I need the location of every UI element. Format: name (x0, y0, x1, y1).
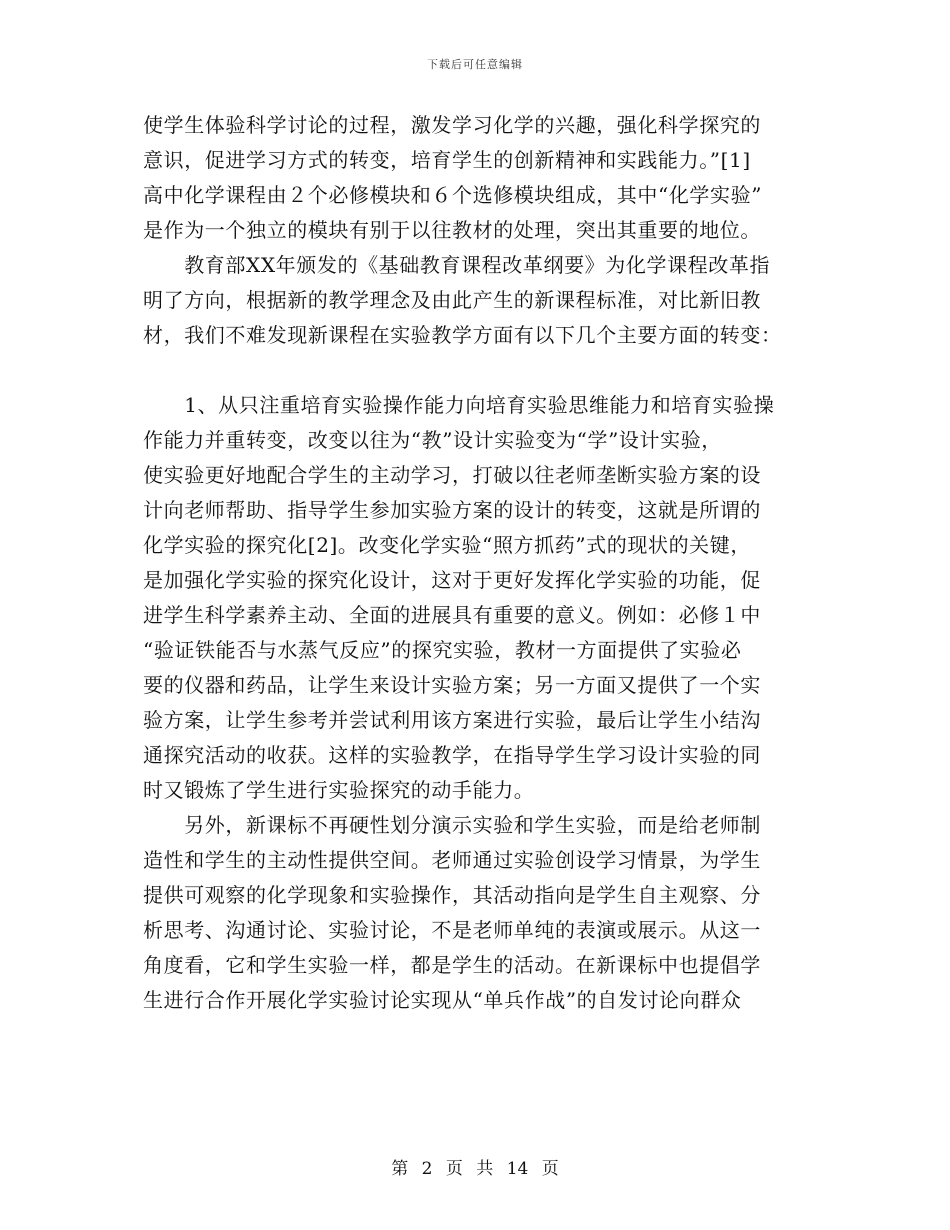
text-line: “验证铁能否与水蒸气反应”的探究实验，教材一方面提供了实验必 (143, 638, 742, 662)
page-header: 下载后可任意编辑 (427, 58, 523, 71)
text-line: 生进行合作开展化学实验讨论实现从“单兵作战”的自发讨论向群众 (143, 988, 742, 1012)
text-line: 是加强化学实验的探究化设计，这对于更好发挥化学实验的功能，促 (143, 568, 761, 592)
text-line: 要的仪器和药品，让学生来设计实验方案；另一方面又提供了一个实 (143, 673, 761, 697)
paragraph-start: 1、从只注重培育实验操作能力向培育实验思维能力和培育实验操 (143, 393, 775, 417)
text-line: 化学实验的探究化[2]。改变化学实验“照方抓药”式的现状的关键， (143, 533, 751, 557)
text-line: 使实验更好地配合学生的主动学习，打破以往老师垄断实验方案的设 (143, 463, 761, 487)
text-line: 作能力并重转变，改变以往为“教”设计实验变为“学”设计实验， (143, 428, 722, 452)
text-line: 进学生科学素养主动、全面的进展具有重要的意义。例如：必修１中 (143, 603, 761, 627)
page-number-footer: 第 2 页 共 14 页 (391, 1159, 559, 1179)
text-line: 提供可观察的化学现象和实验操作，其活动指向是学生自主观察、分 (143, 883, 761, 907)
blank-line (143, 353, 823, 388)
text-line: 计向老师帮助、指导学生参加实验方案的设计的转变，这就是所谓的 (143, 498, 761, 522)
text-line: 材，我们不难发现新课程在实验教学方面有以下几个主要方面的转变： (143, 323, 782, 347)
text-line: 使学生体验科学讨论的过程，激发学习化学的兴趣，强化科学探究的 (143, 113, 761, 137)
text-line: 是作为一个独立的模块有别于以往教材的处理，突出其重要的地位。 (143, 218, 761, 242)
text-line: 角度看，它和学生实验一样，都是学生的活动。在新课标中也提倡学 (143, 953, 761, 977)
paragraph-start: 教育部XX年颁发的《基础教育课程改革纲要》为化学课程改革指 (143, 253, 771, 277)
document-body (143, 108, 823, 1018)
text-line: 意识，促进学习方式的转变，培育学生的创新精神和实践能力。”[1] (143, 148, 751, 172)
text-line: 高中化学课程由２个必修模块和６个选修模块组成，其中“化学实验” (143, 183, 763, 207)
text-line: 析思考、沟通讨论、实验讨论，不是老师单纯的表演或展示。从这一 (143, 918, 761, 942)
text-line: 明了方向，根据新的教学理念及由此产生的新课程标准，对比新旧教 (143, 288, 761, 312)
text-line: 造性和学生的主动性提供空间。老师通过实验创设学习情景，为学生 (143, 848, 761, 872)
text-line: 通探究活动的收获。这样的实验教学，在指导学生学习设计实验的同 (143, 743, 761, 767)
paragraph-start: 另外，新课标不再硬性划分演示实验和学生实验，而是给老师制 (143, 813, 761, 837)
text-line: 时又锻炼了学生进行实验探究的动手能力。 (143, 778, 535, 802)
text-line: 验方案，让学生参考并尝试利用该方案进行实验，最后让学生小结沟 (143, 708, 761, 732)
